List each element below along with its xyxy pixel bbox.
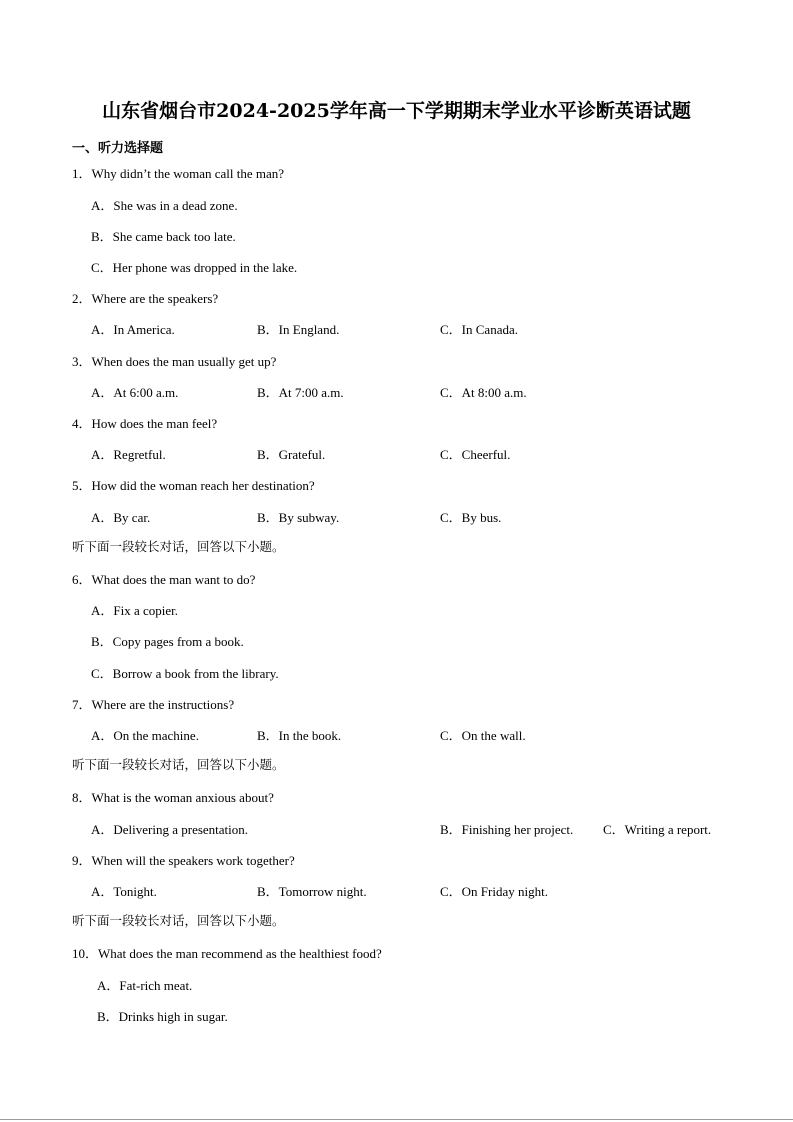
option-7c: C．On the wall. (440, 728, 526, 743)
question-2 (72, 291, 218, 307)
question-text: When does the man usually get up? (91, 354, 277, 369)
question-number: 2． (72, 291, 92, 306)
option-4c: C．Cheerful. (440, 447, 511, 462)
question-text: How does the man feel? (91, 416, 218, 431)
option-6a: A．Fix a copier. (91, 603, 179, 618)
option-4a: A．Regretful. (91, 447, 166, 462)
option-8c: C．Writing a report. (603, 822, 712, 837)
page-bottom-divider (0, 1119, 793, 1120)
option-9c: C．On Friday night. (440, 884, 548, 899)
question-number: 7． (72, 697, 92, 712)
option-1b: B．She came back too late. (91, 229, 236, 244)
option-3b: B．At 7:00 a.m. (257, 385, 344, 400)
option-2c: C．In Canada. (440, 322, 518, 337)
page-title: 山东省烟台市2024-2025学年高一下学期期末学业水平诊断英语试题 (102, 100, 691, 122)
option-10b: B．Drinks high in sugar. (97, 1009, 228, 1024)
question-text: How did the woman reach her destination? (91, 478, 315, 493)
option-8b: B．Finishing her project. (440, 822, 574, 837)
question-1 (72, 166, 284, 182)
option-7a: A．On the machine. (91, 728, 199, 743)
option-3a: A．At 6:00 a.m. (91, 385, 179, 400)
instruction-text: 听下面一段较长对话，回答以下小题。 (72, 913, 285, 928)
option-3c: C．At 8:00 a.m. (440, 385, 527, 400)
question-4 (72, 416, 217, 432)
question-number: 10． (72, 946, 99, 961)
question-3 (72, 354, 276, 370)
question-number: 9． (72, 853, 92, 868)
option-6b: B．Copy pages from a book. (91, 634, 244, 649)
question-8 (72, 790, 274, 806)
question-number: 4． (72, 416, 92, 431)
option-9b: B．Tomorrow night. (257, 884, 367, 899)
option-4b: B．Grateful. (257, 447, 326, 462)
question-5 (72, 478, 315, 494)
option-1c: C．Her phone was dropped in the lake. (91, 260, 298, 275)
option-10a: A．Fat-rich meat. (97, 978, 193, 993)
question-text: What does the man want to do? (91, 572, 256, 587)
question-text: What is the woman anxious about? (91, 790, 274, 805)
option-2b: B．In England. (257, 322, 340, 337)
option-8a: A．Delivering a presentation. (91, 822, 249, 837)
question-7 (72, 697, 234, 713)
question-number: 8． (72, 790, 92, 805)
instruction-text: 听下面一段较长对话，回答以下小题。 (72, 539, 285, 554)
option-6c: C．Borrow a book from the library. (91, 666, 279, 681)
option-7b: B．In the book. (257, 728, 342, 743)
question-number: 3． (72, 354, 92, 369)
question-10 (72, 946, 382, 962)
question-text: Where are the speakers? (91, 291, 219, 306)
option-5a: A．By car. (91, 510, 151, 525)
question-6 (72, 572, 255, 588)
instruction-text: 听下面一段较长对话，回答以下小题。 (72, 757, 285, 772)
question-number: 5． (72, 478, 92, 493)
question-text: When will the speakers work together? (91, 853, 295, 868)
option-9a: A．Tonight. (91, 884, 157, 899)
question-number: 6． (72, 572, 92, 587)
question-text: Why didn’t the woman call the man? (91, 166, 285, 181)
option-2a: A．In America. (91, 322, 175, 337)
question-text: Where are the instructions? (91, 697, 235, 712)
option-1a: A．She was in a dead zone. (91, 198, 238, 213)
question-number: 1． (72, 166, 92, 181)
option-5c: C．By bus. (440, 510, 502, 525)
question-9 (72, 853, 295, 869)
section-heading: 一、听力选择题 (72, 141, 164, 156)
question-text: What does the man recommend as the healthiest food? (98, 946, 382, 961)
option-5b: B．By subway. (257, 510, 340, 525)
